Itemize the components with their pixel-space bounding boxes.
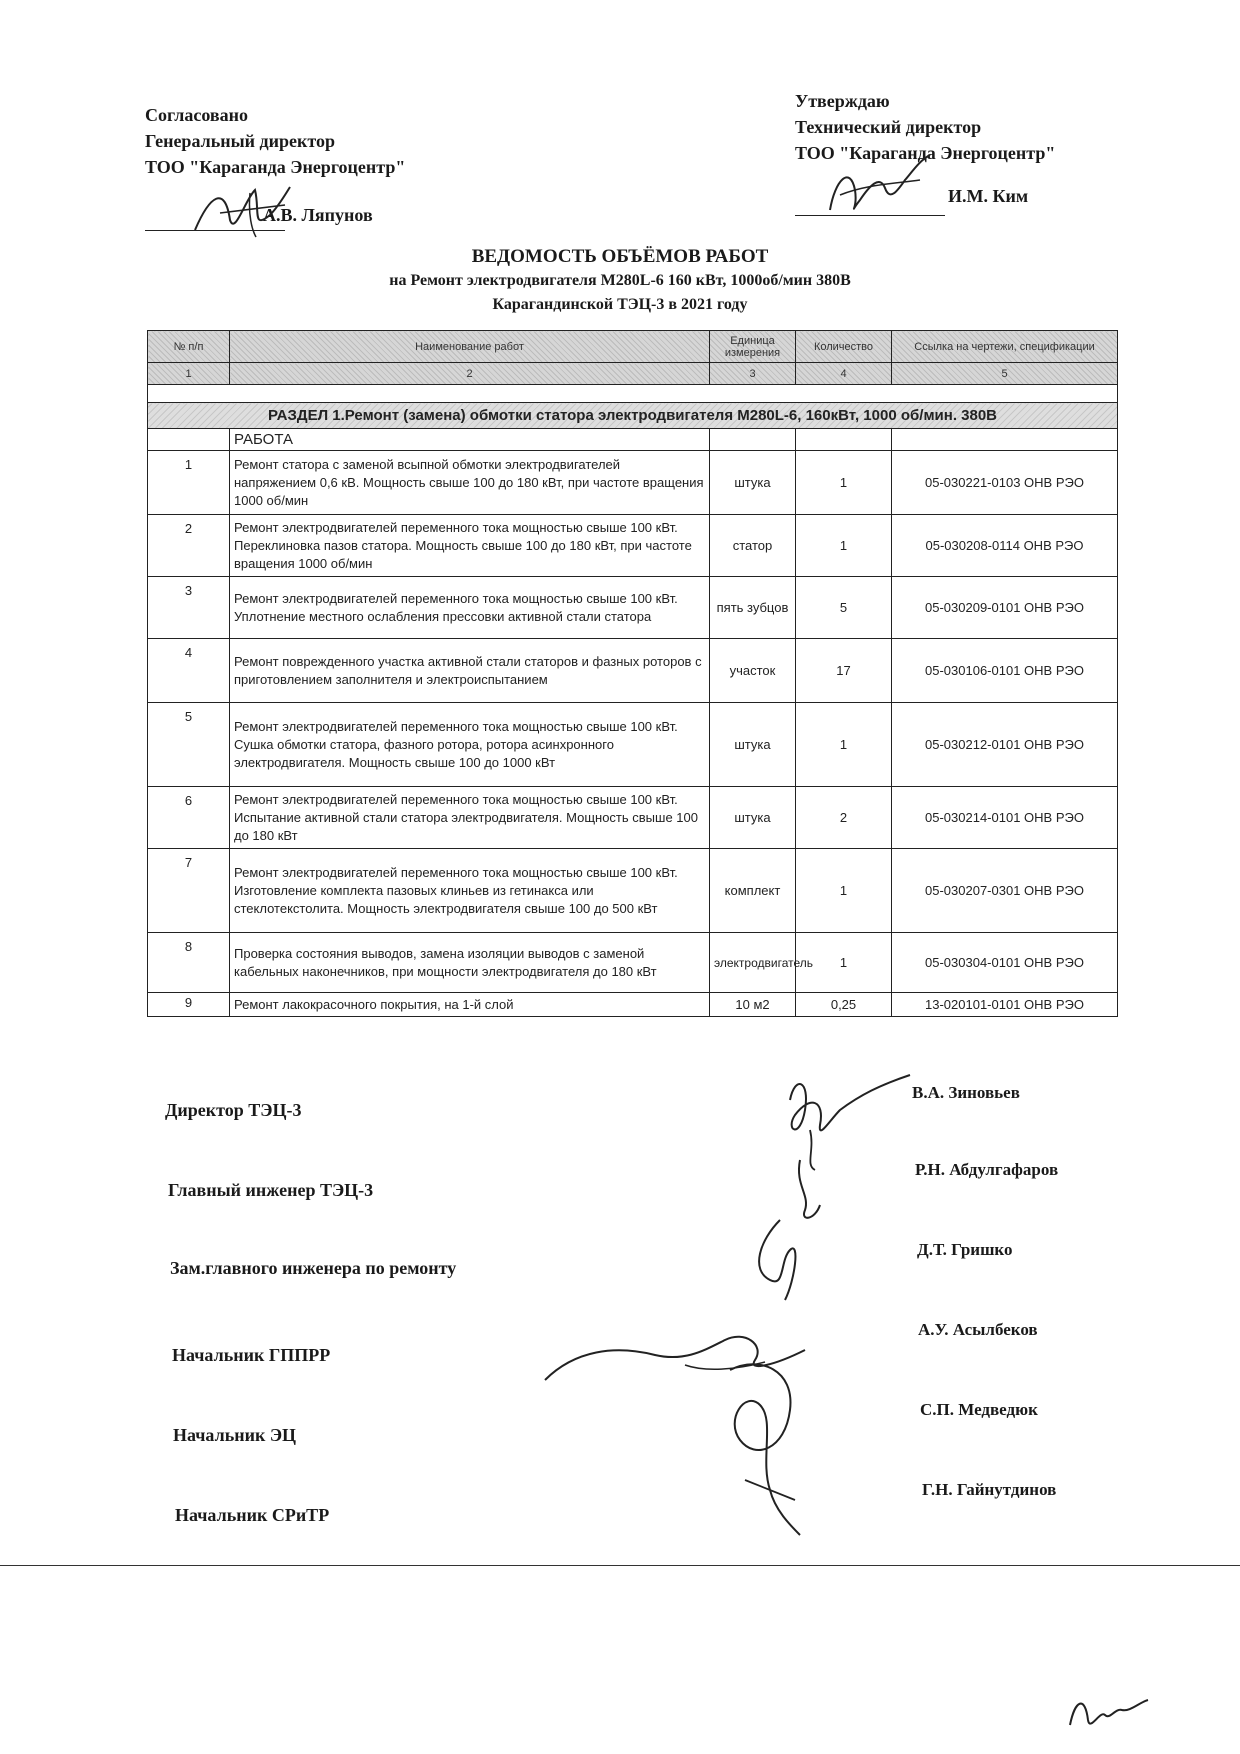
row-reference: 05-030304-0101 ОНВ РЭО: [892, 933, 1118, 993]
row-name: Ремонт лакокрасочного покрытия, на 1-й слой: [230, 993, 710, 1017]
row-unit: штука: [710, 451, 796, 515]
row-number: 3: [148, 577, 230, 639]
table-row: [148, 993, 1118, 1017]
signature-name-3: Д.Т. Гришко: [917, 1240, 1013, 1259]
volume-table: [147, 330, 1118, 1017]
table-row: [148, 849, 1118, 933]
row-name: Ремонт электродвигателей переменного тока мощностью свыше 100 кВт. Уплотнение местного ослабления прессовки активной стали статора: [230, 577, 710, 639]
row-name: Ремонт электродвигателей переменного тока мощностью свыше 100 кВт. Испытание активной стали статора электродвигателя. Мощность свыше 100 до 180 кВт: [230, 787, 710, 849]
signature-title-6: Начальник СРиТР: [175, 1505, 330, 1525]
row-reference: 05-030209-0101 ОНВ РЭО: [892, 577, 1118, 639]
row-name: Ремонт электродвигателей переменного тока мощностью свыше 100 кВт. Сушка обмотки статора, фазного ротора, ротора асинхронного электродвигателя. Мощность свыше 100 до 1000 кВт: [230, 703, 710, 787]
approval-left-name: А.В. Ляпунов: [263, 205, 373, 225]
table-row: [148, 515, 1118, 577]
row-unit: участок: [710, 639, 796, 703]
approval-left-line2: Генеральный директор: [145, 131, 335, 151]
table-row: [148, 787, 1118, 849]
row-number: 8: [148, 933, 230, 993]
row-reference: 05-030214-0101 ОНВ РЭО: [892, 787, 1118, 849]
row-unit: комплект: [710, 849, 796, 933]
row-quantity: 2: [796, 787, 892, 849]
row-quantity: 0,25: [796, 993, 892, 1017]
approval-right-name: И.М. Ким: [948, 186, 1029, 206]
table-subsection-row: [148, 429, 1118, 451]
row-number: 4: [148, 639, 230, 703]
col-number-3: 3: [710, 363, 796, 385]
row-reference: 05-030106-0101 ОНВ РЭО: [892, 639, 1118, 703]
col-number-5: 5: [892, 363, 1118, 385]
header-name: Наименование работ: [230, 331, 710, 363]
row-unit: штука: [710, 703, 796, 787]
document-subtitle-1: на Ремонт электродвигателя М280L-6 160 кВт, 1000об/мин 380В: [389, 272, 851, 289]
row-name: Ремонт поврежденного участка активной стали статоров и фазных роторов с приготовлением заполнителя и электроиспытанием: [230, 639, 710, 703]
table-row: [148, 933, 1118, 993]
spacer-cell: [148, 385, 1118, 403]
row-quantity: 5: [796, 577, 892, 639]
row-reference: 05-030212-0101 ОНВ РЭО: [892, 703, 1118, 787]
approval-left-line1: Согласовано: [145, 105, 248, 125]
row-unit: электродвигатель: [710, 933, 796, 993]
signature-title-1: Директор ТЭЦ-3: [165, 1100, 302, 1120]
signature-name-2: Р.Н. Абдулгафаров: [915, 1160, 1059, 1179]
section-title: РАЗДЕЛ 1.Ремонт (замена) обмотки статора электродвигателя М280L-6, 160кВт, 1000 об/мин. 380В: [148, 403, 1118, 429]
row-reference: 05-030221-0103 ОНВ РЭО: [892, 451, 1118, 515]
row-name: Ремонт электродвигателей переменного тока мощностью свыше 100 кВт. Переклиновка пазов статора. Мощность свыше 100 до 180 кВт, при частоте вращения 1000 об/мин: [230, 515, 710, 577]
signature-scribble-ec: [700, 1350, 820, 1540]
table-section-row: [148, 403, 1118, 429]
approval-right-line1: Утверждаю: [795, 91, 890, 111]
row-quantity: 1: [796, 515, 892, 577]
row-number: 2: [148, 515, 230, 577]
row-reference: 05-030208-0114 ОНВ РЭО: [892, 515, 1118, 577]
header-quantity: Количество: [796, 331, 892, 363]
signature-title-5: Начальник ЭЦ: [173, 1425, 297, 1445]
signature-name-4: А.У. Асылбеков: [918, 1320, 1038, 1339]
row-quantity: 1: [796, 933, 892, 993]
row-name: Ремонт электродвигателей переменного тока мощностью свыше 100 кВт. Изготовление комплекта пазовых клиньев из гетинакса или стеклотекстолита. Мощность электродвигателя свыше 100 до 500 кВт: [230, 849, 710, 933]
signature-title-3: Зам.главного инженера по ремонту: [170, 1258, 457, 1278]
signature-scribble-corner: [1060, 1680, 1150, 1740]
signature-name-6: Г.Н. Гайнутдинов: [922, 1480, 1057, 1499]
row-unit: статор: [710, 515, 796, 577]
row-reference: 05-030207-0301 ОНВ РЭО: [892, 849, 1118, 933]
document-title: ВЕДОМОСТЬ ОБЪЁМОВ РАБОТ: [471, 246, 769, 267]
signature-name-1: В.А. Зиновьев: [912, 1083, 1020, 1102]
subsection-empty-cell: [148, 429, 230, 451]
row-unit: 10 м2: [710, 993, 796, 1017]
header-reference: Ссылка на чертежи, спецификации: [892, 331, 1118, 363]
row-number: 9: [148, 993, 230, 1017]
approval-right-line2: Технический директор: [795, 117, 982, 137]
row-number: 1: [148, 451, 230, 515]
row-quantity: 1: [796, 451, 892, 515]
header-unit: Единица измерения: [710, 331, 796, 363]
scan-divider-line: [0, 1565, 1240, 1566]
subsection-empty-ref: [892, 429, 1118, 451]
approval-right-line3: ТОО "Караганда Энергоцентр": [795, 143, 1056, 163]
row-number: 6: [148, 787, 230, 849]
table-header-row: [148, 331, 1118, 363]
row-reference: 13-020101-0101 ОНВ РЭО: [892, 993, 1118, 1017]
approval-right-signature: [820, 150, 950, 225]
approval-left: [145, 102, 405, 180]
row-quantity: 17: [796, 639, 892, 703]
document-subtitle-2: Карагандинской ТЭЦ-3 в 2021 году: [492, 296, 748, 313]
table-column-numbers-row: [148, 363, 1118, 385]
signature-title-4: Начальник ГППРР: [172, 1345, 331, 1365]
row-number: 7: [148, 849, 230, 933]
signature-name-5: С.П. Медведюк: [920, 1400, 1038, 1419]
row-unit: штука: [710, 787, 796, 849]
table-row: [148, 577, 1118, 639]
approval-left-line3: ТОО "Караганда Энергоцентр": [145, 157, 406, 177]
row-quantity: 1: [796, 849, 892, 933]
row-name: Проверка состояния выводов, замена изоляции выводов с заменой кабельных наконечников, при мощности электродвигателя до 180 кВт: [230, 933, 710, 993]
subsection-empty-qty: [796, 429, 892, 451]
subsection-title: РАБОТА: [230, 429, 710, 451]
col-number-1: 1: [148, 363, 230, 385]
approval-left-signature: [190, 175, 300, 245]
signature-scribble-deputy: [730, 1210, 820, 1310]
table-spacer-row: [148, 385, 1118, 403]
row-quantity: 1: [796, 703, 892, 787]
table-row: [148, 639, 1118, 703]
signature-title-2: Главный инженер ТЭЦ-3: [168, 1180, 374, 1200]
row-name: Ремонт статора с заменой всыпной обмотки электродвигателей напряжением 0,6 кВ. Мощность свыше 100 до 180 кВт, при частоте вращения 1000 об/мин: [230, 451, 710, 515]
table-row: [148, 451, 1118, 515]
col-number-2: 2: [230, 363, 710, 385]
table-row: [148, 703, 1118, 787]
header-number: № п/п: [148, 331, 230, 363]
col-number-4: 4: [796, 363, 892, 385]
subsection-empty-unit: [710, 429, 796, 451]
row-number: 5: [148, 703, 230, 787]
row-unit: пять зубцов: [710, 577, 796, 639]
